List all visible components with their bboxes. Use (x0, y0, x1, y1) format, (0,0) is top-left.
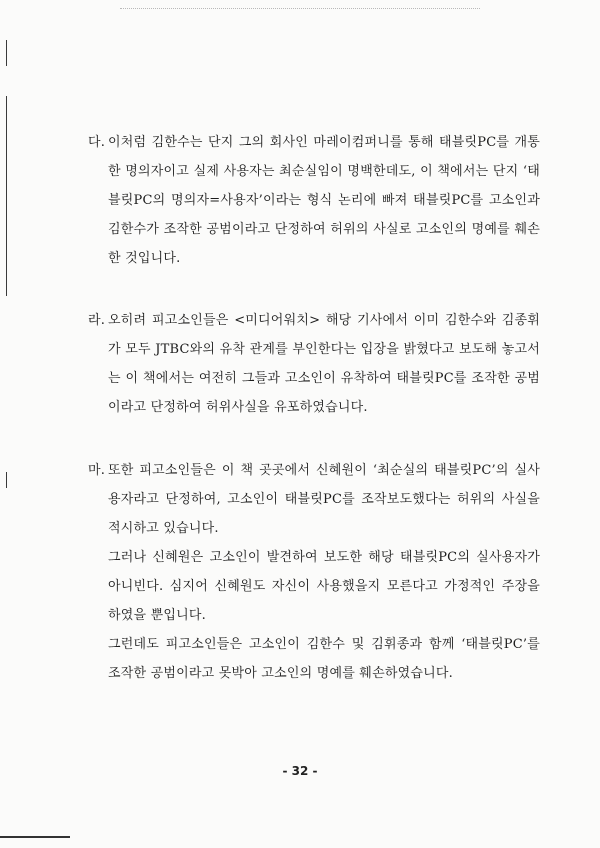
scan-artifact-bottom (0, 836, 70, 838)
section-marker: 다. (88, 135, 106, 150)
section-da (88, 128, 540, 273)
paragraph: 또한 피고소인들은 이 책 곳곳에서 신혜원이 ‘최순실의 태블릿PC’의 실사용자라고 단정하여, 고소인이 태블릿PC를 조작보도했다는 허위의 사실을 적시하고 있습니다. (108, 463, 540, 536)
paragraph: 그런데도 피고소인들은 고소인이 김한수 및 김휘종과 함께 ‘태블릿PC’를 조작한 공범이라고 못박아 고소인의 명예를 훼손하였습니다. (108, 637, 540, 681)
margin-line (6, 472, 7, 488)
page-number: - 32 - (282, 764, 318, 778)
paragraph: 오히려 피고소인들은 <미디어워치> 해당 기사에서 이미 김한수와 김종휘가 모두 JTBC와의 유착 관계를 부인한다는 입장을 밝혔다고 보도해 놓고서는 이 책에서는 여전히 그들과 고소인이 유착하여 태블릿PC를 조작한 공범이라고 단정하여 허위사실을 유포하였습니다. (108, 313, 540, 415)
section-marker: 라. (88, 313, 106, 328)
section-ra (88, 306, 540, 422)
margin-line (6, 40, 7, 66)
margin-line (6, 96, 7, 296)
paragraph: 이처럼 김한수는 단지 그의 회사인 마레이컴퍼니를 통해 태블릿PC를 개통한 명의자이고 실제 사용자는 최순실임이 명백한데도, 이 책에서는 단지 ‘태블릿PC의 명의자=사용자’이라는 형식 논리에 빠져 태블릿PC를 고소인과 김한수가 조작한 공범이라고 단정하여 허위의 사실로 고소인의 명예를 훼손한 것입니다. (108, 135, 540, 266)
paragraph: 그러나 신혜원은 고소인이 발견하여 보도한 해당 태블릿PC의 실사용자가 아니빈다. 심지어 신혜원도 자신이 사용했을지 모른다고 가정적인 주장을 하였을 뿐입니다. (108, 550, 540, 623)
scan-artifact-top (120, 8, 480, 9)
section-ma (88, 456, 540, 688)
section-marker: 마. (88, 463, 106, 478)
